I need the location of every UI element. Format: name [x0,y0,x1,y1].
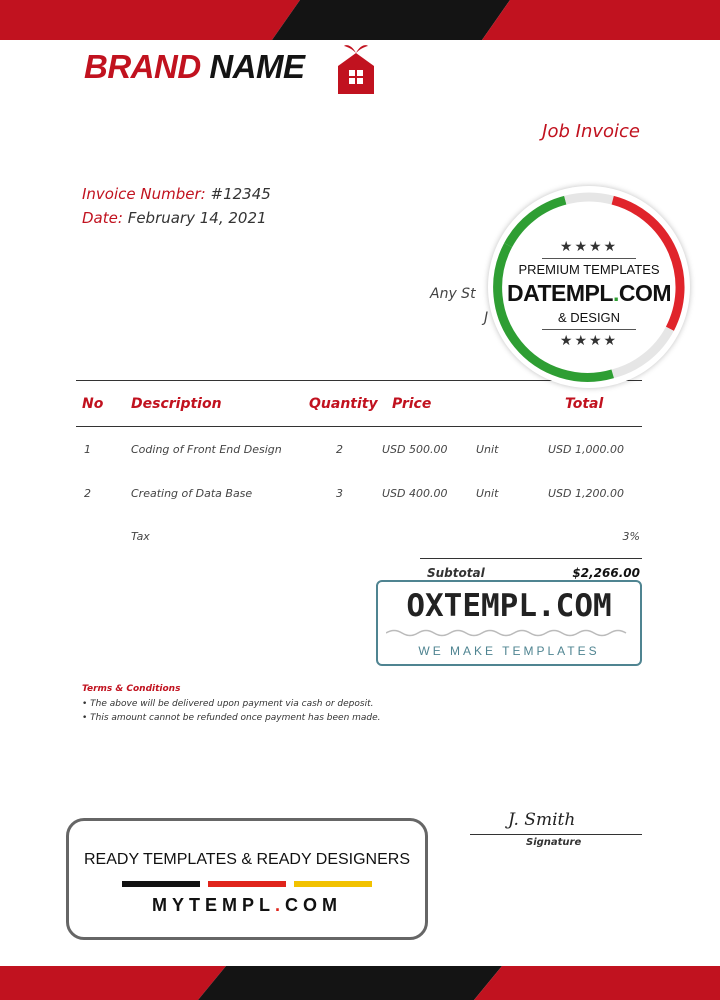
brand-name-part2: NAME [209,48,305,85]
mytempl-site [69,895,425,916]
bottom-banner [0,966,720,1000]
wave-divider-icon [386,628,632,638]
invoice-number-line [82,185,271,203]
terms-title: Terms & Conditions [82,684,181,694]
terms-item: • This amount cannot be refunded once payment has been made. [82,713,381,723]
stamp-site [488,280,690,307]
invoice-date-value: February 14, 2021 [127,209,267,227]
color-bar-yellow [294,881,372,887]
color-bar-red [208,881,286,887]
document-title: Job Invoice [542,121,640,142]
mytempl-watermark [66,818,428,940]
stamp-divider [542,258,636,259]
row1-price: USD 500.00 [382,443,448,456]
row1-no: 1 [84,443,91,456]
subtotal-rule [420,558,642,559]
datempl-watermark [488,186,690,388]
header-total: Total [565,396,604,412]
row2-price: USD 400.00 [382,487,448,500]
terms-item: • The above will be delivered upon payment via cash or deposit. [82,699,374,709]
row2-total: USD 1,200.00 [548,487,624,500]
tax-label: Tax [131,530,150,543]
color-bar-black [122,881,200,887]
oxtempl-site: OXTEMPL.COM [406,588,612,624]
signature-rule [470,834,642,835]
mytempl-site-dot: . [274,895,285,915]
invoice-number-value: #12345 [210,185,271,203]
house-icon [334,40,378,100]
recipient-address-line2: J [484,310,489,326]
header-price: Price [392,396,432,412]
signature-script: J. Smith [508,810,576,830]
row2-no: 2 [84,487,91,500]
stamp-site-b: COM [618,280,671,306]
brand-name [84,48,305,86]
stamp-site-dot: . [612,280,619,306]
subtotal-value: $2,266.00 [572,566,640,580]
oxtempl-watermark [376,580,642,666]
top-banner [0,0,720,40]
tax-value: 3% [622,530,640,543]
signature-label: Signature [526,837,582,848]
stamp-site-a: DATEMPL [506,280,613,306]
invoice-date-line [82,209,267,227]
stamp-divider [542,329,636,330]
row1-quantity: 2 [336,443,343,456]
subtotal-label: Subtotal [427,566,485,580]
stamp-line1: PREMIUM TEMPLATES [518,262,660,277]
row1-unit: Unit [476,443,499,456]
oxtempl-tagline: WE MAKE TEMPLATES [418,644,600,658]
row2-quantity: 3 [336,487,343,500]
table-header-rule [76,426,642,427]
row2-unit: Unit [476,487,499,500]
star-rating-icon: ★★★★ [559,333,619,349]
mytempl-tagline: READY TEMPLATES & READY DESIGNERS [83,851,411,868]
invoice-date-label: Date: [82,209,123,227]
brand-name-part1: BRAND [84,48,201,85]
stamp-line3: & DESIGN [557,310,621,325]
mytempl-site-b: COM [285,895,342,915]
header-description: Description [131,396,222,412]
mytempl-site-a: MYTEMPL [151,895,275,915]
header-quantity: Quantity [309,396,378,412]
row2-description: Creating of Data Base [131,487,253,500]
row1-total: USD 1,000.00 [548,443,624,456]
invoice-number-label: Invoice Number: [82,185,206,203]
recipient-address-line1: Any St [430,286,476,302]
star-rating-icon: ★★★★ [559,239,619,255]
row1-description: Coding of Front End Design [131,443,282,456]
header-no: No [82,396,104,412]
